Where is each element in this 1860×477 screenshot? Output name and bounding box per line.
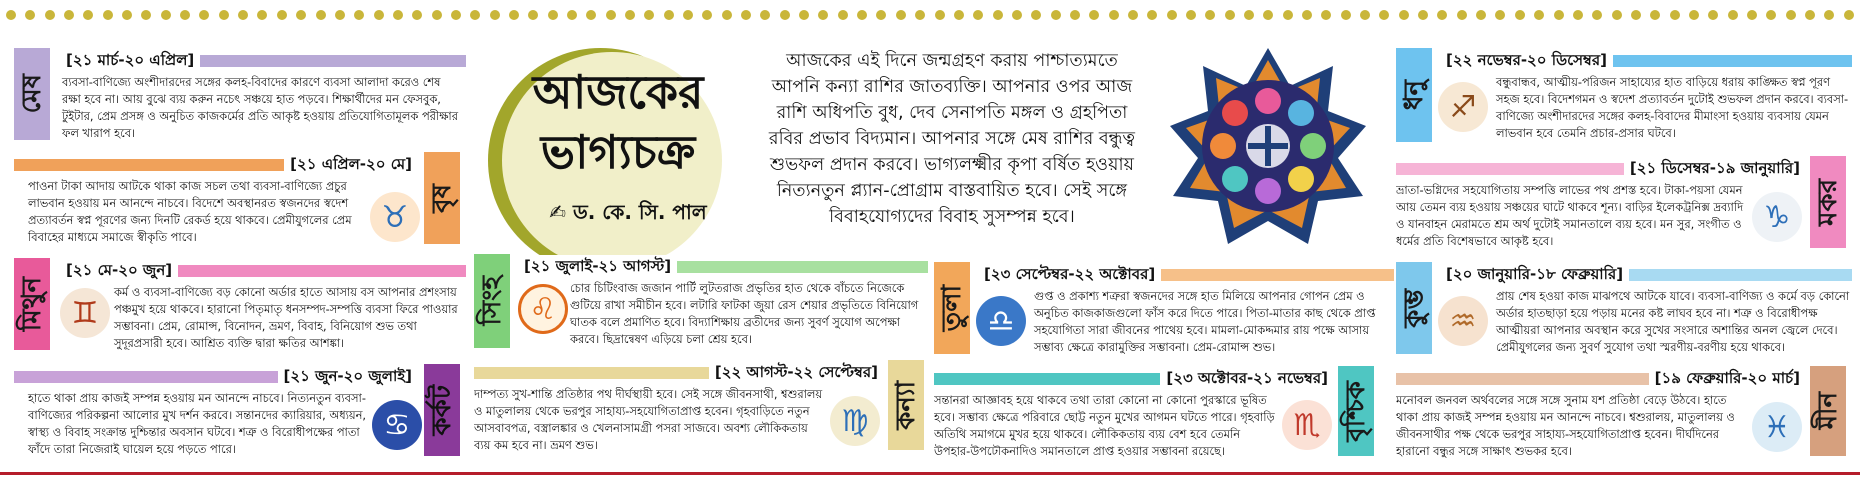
sign-name: ধনু (1399, 79, 1429, 111)
sign-card-kumbha (1396, 262, 1852, 362)
border-dot (1612, 10, 1622, 20)
intro-paragraph: আজকের এই দিনে জন্মগ্রহণ করায় পাশ্চাত্যমতে আপনি কন্যা রাশির জাতব্যক্তি। আপনার ওপর আজ রাশি অধিপতি বুধ, দেব সেনাপতি মঙ্গল ও গ্রহপিতা রবির প্রভাব বিদ্যমান। আপনার সঙ্গে মেষ রাশির বন্ধুত্ব শুভফল প্রদান করবে। ভাগ্যলক্ষ্মীর কৃপা বর্ষিত হওয়ায় নিত্যনতুন প্ল্যান-প্রোগ্রাম বাস্তবায়িত হবে। সেই সঙ্গে বিবাহযোগ্যদের বিবাহ সুসম্পন্ন হবে। (768, 51, 1136, 227)
border-dot (760, 10, 770, 20)
sign-card-mithun (14, 258, 466, 358)
header-bar (1396, 163, 1624, 175)
border-dot (1360, 10, 1370, 20)
sign-date: [২১ জুন-২০ জুলাই] (278, 365, 419, 390)
border-dot (180, 10, 190, 20)
sign-name: মকর (1813, 178, 1843, 226)
border-dot (973, 10, 983, 20)
sign-header (1396, 370, 1806, 388)
bottom-rule (0, 472, 1860, 475)
gemini-icon: ♊ (60, 288, 110, 338)
author-byline: ✍ ড. কে. সি. পাল (549, 200, 707, 224)
sign-header (474, 364, 884, 382)
border-dot (1670, 10, 1680, 20)
border-dot (393, 10, 403, 20)
sign-date: [২৩ অক্টোবর-২১ নভেম্বর] (1160, 367, 1334, 392)
sign-name: কন্যা (891, 380, 921, 430)
sign-date: [২২ আগস্ট-২২ সেপ্টেম্বর] (709, 361, 884, 386)
border-dot (780, 10, 790, 20)
header-bar (934, 373, 1160, 385)
sign-header (1396, 160, 1806, 178)
sign-text: চোর চিটিংবাজ জজান পার্টি লুটতরাজ প্রভৃতির হাত থেকে বাঁচতে নিজেকে গুটিয়ে রাখা সমীচীন হবে। লটারি ফাটকা জুয়া রেস শেয়ার প্রভৃতিতে বিনিয়োগ ঘাতক বলে প্রমাণিত হবে। বিদ্যাশিক্ষায় ব্রতীদের জন্য সুবর্ণ সুযোগ অপেক্ষা করবে। ছিদ্রান্বেষণ এড়িয়ে চলা শ্রেয় হবে। (570, 281, 919, 346)
sign-header (60, 262, 466, 280)
border-dot (625, 10, 635, 20)
sign-header (1440, 266, 1852, 284)
sign-tab-mithun (14, 258, 50, 350)
border-dot (83, 10, 93, 20)
border-dot (1766, 10, 1776, 20)
dotted-border (6, 10, 1854, 24)
sign-date: [২১ জুলাই-২১ আগস্ট] (518, 255, 677, 280)
zodiac-wheel-icon (1168, 46, 1368, 246)
sign-card-brishchik (934, 366, 1394, 466)
sign-name: বৃষ (427, 183, 457, 213)
border-dot (1805, 10, 1815, 20)
header-bar (677, 261, 928, 273)
sign-header (14, 156, 418, 174)
border-dot (857, 10, 867, 20)
taurus-icon: ♉ (370, 192, 420, 242)
border-dot (1379, 10, 1389, 20)
sign-tab-kumbha (1396, 262, 1432, 354)
sign-date: [২১ এপ্রিল-২০ মে] (284, 153, 418, 178)
border-dot (1399, 10, 1409, 20)
border-dot (954, 10, 964, 20)
border-dot (1476, 10, 1486, 20)
sign-text: মনোবল জনবল অর্থবলের সঙ্গে সঙ্গে সুনাম যশ প্রতিষ্ঠা বেড়ে উঠবে। হাতে থাকা প্রায় কাজই সম্পন্ন হওয়ায় মন আনন্দে নাচবে। শ্বশুরালয়, মাতুলালয় ও জীবনসাথীর পক্ষ থেকে ভরপুর সাহায্য-সহযোগিতাপ্রাপ্ত হবেন। দীর্ঘদিনের হারানো বন্ধুর সঙ্গে সাক্ষাৎ শুভকর হবে। (1396, 393, 1735, 458)
sign-text: পাওনা টাকা আদায় আটকে থাকা কাজ সচল তথা ব্যবসা-বাণিজ্যে প্রচুর লাভবান হওয়ায় মন আনন্দে নাচবে। বিদেশে অবস্থানরত স্বজনদের স্বদেশ প্রত্যাবর্তন স্বপ্ন পূরণের জন্য দিনটি রেকর্ড হয়ে থাকবে। প্রেমীযুগলের প্রেম বিবাহের মাধ্যমে সমাজে স্বীকৃতি পাবে। (28, 179, 352, 244)
sign-card-meen (1396, 366, 1852, 466)
border-dot (470, 10, 480, 20)
sign-header (60, 52, 466, 70)
border-dot (1708, 10, 1718, 20)
border-dot (1051, 10, 1061, 20)
sign-tab-mesh (14, 48, 50, 140)
border-dot (606, 10, 616, 20)
sign-date: [২২ নভেম্বর-২০ ডিসেম্বর] (1440, 49, 1613, 74)
sagittarius-icon: ♐ (1438, 82, 1488, 132)
sign-tab-dhanu (1396, 48, 1432, 142)
sign-card-brish (14, 152, 466, 252)
border-dot (354, 10, 364, 20)
border-dot (257, 10, 267, 20)
border-dot (567, 10, 577, 20)
sign-name: মিথুন (17, 276, 47, 332)
cancer-icon: ♋ (372, 400, 422, 450)
sign-name: সিংহ (477, 276, 507, 326)
border-dot (1689, 10, 1699, 20)
border-dot (296, 10, 306, 20)
sign-date: [১৯ ফেব্রুয়ারি-২০ মার্চ] (1649, 367, 1806, 392)
scorpio-icon: ♏ (1282, 400, 1332, 450)
border-dot (1186, 10, 1196, 20)
border-dot (432, 10, 442, 20)
border-dot (1592, 10, 1602, 20)
header-bar (1629, 269, 1852, 281)
border-dot (548, 10, 558, 20)
border-dot (219, 10, 229, 20)
border-dot (1128, 10, 1138, 20)
virgo-icon: ♍ (830, 396, 880, 446)
libra-icon: ♎ (976, 296, 1026, 346)
border-dot (1728, 10, 1738, 20)
sign-tab-kanya (888, 360, 924, 450)
sign-name: কুম্ভ (1399, 288, 1429, 328)
border-dot (490, 10, 500, 20)
border-dot (451, 10, 461, 20)
sign-text: প্রায় শেষ হওয়া কাজ মাঝপথে আটকে যাবে। ব্যবসা-বাণিজ্য ও কর্মে বড় কোনো অর্ডার হাতছাড়া হয়ে পড়ায় মনের কষ্ট লাঘব হবে না। শত্রু ও বিরোধীপক্ষ আত্মীয়রা আপনার অবস্থান করে সুখের সংসারে অশান্তির অনল জ্বেলে দেবে। প্রেমীযুগলের জন্য সুবর্ণ সুযোগ তথা স্মরণীয়-বরণীয় হয়ে থাকবে। (1496, 289, 1850, 354)
border-dot (1089, 10, 1099, 20)
sign-card-makar (1396, 156, 1852, 256)
border-dot (199, 10, 209, 20)
border-dot (586, 10, 596, 20)
border-dot (683, 10, 693, 20)
header-bar (14, 159, 284, 171)
sign-card-karkat (14, 364, 466, 464)
sign-name: বৃশ্চিক (1341, 380, 1371, 442)
border-dot (799, 10, 809, 20)
border-dot (238, 10, 248, 20)
sign-card-mesh (14, 48, 466, 144)
sign-date: [২১ মার্চ-২০ এপ্রিল] (60, 49, 200, 74)
border-dot (1650, 10, 1660, 20)
aquarius-icon: ♒ (1438, 296, 1488, 346)
border-dot (64, 10, 74, 20)
sign-header (1440, 52, 1852, 70)
border-dot (722, 10, 732, 20)
border-dot (993, 10, 1003, 20)
border-dot (1573, 10, 1583, 20)
sign-tab-singha (474, 254, 510, 348)
border-dot (374, 10, 384, 20)
title-line-1: আজকের (532, 65, 704, 119)
sign-header (934, 370, 1334, 388)
sign-text: হাতে থাকা প্রায় কাজই সম্পন্ন হওয়ায় মন আনন্দে নাচবে। নিত্যনতুন ব্যবসা-বাণিজ্যের পরিকল্পনা আলোর মুখ দর্শন করবে। সন্তানদের ক্যারিয়ার, অধ্যয়ন, স্বাস্থ্য ও বিবাহ সংক্রান্ত দুশ্চিন্তার অবসান ঘটবে। শত্রু ও বিরোধীপক্ষের পাতা ফাঁদে তারা নিজেরাই ঘায়েল হয়ে পড়তে পারে। (28, 391, 367, 456)
sign-text: গুপ্ত ও প্রকাশ্য শত্রুরা স্বজনদের সঙ্গে হাত মিলিয়ে আপনার গোপন প্রেম ও অনুচিত কাজকাজগুলো ফাঁস করে দিতে পারে। পিতা-মাতার কাছ থেকে প্রাপ্ত সহযোগিতা সারা জীবনের পাথেয় হবে। মামলা-মোকদ্দমার রায় পক্ষে আসায় সম্ভাব্য ক্ষেত্রে কারামুক্তির সম্ভাবনা। প্রেম-রোমান্স শুভ। (1034, 289, 1376, 354)
sign-date: [২০ জানুয়ারি-১৮ ফেব্রুয়ারি] (1440, 263, 1629, 288)
sign-text: ভ্রাতা-ভগ্নিদের সহযোগিতায় সম্পত্তি লাভের পথ প্রশস্ত হবে। টাকা-পয়সা যেমন আয় তেমন ব্যয় হওয়ায় সঞ্চয়ের ঘাটে থাকবে শূন্য। বাড়ির ইলেকট্রনিক্স দ্রব্যাদি ও যানবাহন মেরামতে শ্রম অর্থ দুটোই সমানতালে ব্যয় হবে। মন সুর, সংগীত ও ধর্মের প্রতি বিশেষভাবে আকৃষ্ট হবে। (1396, 183, 1744, 248)
border-dot (915, 10, 925, 20)
sign-header (978, 266, 1394, 284)
header-bar (178, 265, 466, 277)
sign-card-tula (934, 262, 1394, 358)
header-bar (1613, 55, 1852, 67)
border-dot (25, 10, 35, 20)
border-dot (1341, 10, 1351, 20)
border-dot (509, 10, 519, 20)
pisces-icon: ♓ (1752, 402, 1802, 452)
border-dot (1263, 10, 1273, 20)
sign-text: সন্তানরা আজ্ঞাবহ হয়ে থাকবে তথা তারা কোনো না কোনো পুরস্কারে ভূষিত হবে। সম্ভাব্য ক্ষেত্রে পরিবারে ছোট্ট নতুন মুখের আগমন ঘটতে পারে। গৃহবাড়ি অতিথি সমাগমে মুখর হয়ে থাকবে। লৌকিকতায় ব্যয় বেশ হবে তেমনি উপহার-উপঢৌকনাদিও সমানতালে প্রাপ্ত হওয়ার সম্ভাবনা রয়েছে। (934, 393, 1275, 458)
sign-name: মেষ (17, 74, 47, 114)
sign-card-singha (474, 254, 928, 354)
header-bar (474, 367, 709, 379)
sign-header (14, 368, 418, 386)
border-dot (1824, 10, 1834, 20)
border-dot (1283, 10, 1293, 20)
border-dot (1147, 10, 1157, 20)
border-dot (1225, 10, 1235, 20)
border-dot (838, 10, 848, 20)
border-dot (1786, 10, 1796, 20)
border-dot (1031, 10, 1041, 20)
capricorn-icon: ♑ (1752, 192, 1802, 242)
border-dot (876, 10, 886, 20)
sign-tab-makar (1810, 156, 1846, 248)
border-dot (1244, 10, 1254, 20)
border-dot (896, 10, 906, 20)
border-dot (1321, 10, 1331, 20)
title-line-2: ভাগ্যচক্র (540, 125, 696, 179)
sign-tab-brish (424, 152, 460, 244)
sign-card-dhanu (1396, 48, 1852, 150)
border-dot (1109, 10, 1119, 20)
border-dot (1554, 10, 1564, 20)
border-dot (644, 10, 654, 20)
border-dot (664, 10, 674, 20)
sign-name: তুলা (937, 284, 967, 332)
sign-date: [২১ ডিসেম্বর-১৯ জানুয়ারি] (1624, 157, 1806, 182)
border-dot (1437, 10, 1447, 20)
leo-icon: ♌ (518, 284, 568, 334)
border-dot (1534, 10, 1544, 20)
sign-text: দাম্পত্য সুখ-শান্তি প্রতিষ্ঠার পথ দীর্ঘস্থায়ী হবে। সেই সঙ্গে জীবনসাথী, শ্বশুরালয় ও মাতুলালয় থেকে ভরপুর সাহায্য-সহযোগিতাপ্রাপ্ত হবেন। গৃহবাড়িতে নতুন আসবাবপত্র, বস্ত্রালঙ্কার ও খেলনাসামগ্রী পসরা সাজবে। অবশ্য লৌকিকতায় ব্যয় কম হবে না। ভ্রমণ শুভ। (474, 387, 823, 452)
header-bar (1396, 373, 1649, 385)
header-bar (1161, 269, 1394, 281)
title-badge (488, 48, 746, 273)
border-dot (1747, 10, 1757, 20)
border-dot (1631, 10, 1641, 20)
sign-date: [২১ মে-২০ জুন] (60, 259, 178, 284)
border-dot (1070, 10, 1080, 20)
border-dot (161, 10, 171, 20)
sign-tab-tula (934, 262, 970, 354)
sign-name: কর্কট (427, 384, 457, 436)
sign-header (518, 258, 928, 276)
border-dot (412, 10, 422, 20)
header-bar (200, 55, 466, 67)
border-dot (1515, 10, 1525, 20)
border-dot (1302, 10, 1312, 20)
sign-text: বন্ধুবান্ধব, আত্মীয়-পরিজন সাহায্যের হাত বাড়িয়ে ধরায় কাঙ্ক্ষিত স্বপ্ন পূরণ সহজ হবে। বিদেশগমন ও স্বদেশ প্রত্যাবর্তন দুটোই শুভফল প্রদান করবে। ব্যবসা-বাণিজ্যে অংশীদারদের সঙ্গের কলহ-বিবাদের মীমাংসা হওয়ায় ব্যবসায় যেমন লাভবান হবে তেমনি প্রচার-প্রসার ঘটবে। (1496, 75, 1849, 140)
border-dot (935, 10, 945, 20)
sign-date: [২৩ সেপ্টেম্বর-২২ অক্টোবর] (978, 263, 1161, 288)
border-dot (741, 10, 751, 20)
sign-tab-karkat (424, 364, 460, 456)
sign-tab-brishchik (1338, 366, 1374, 456)
border-dot (818, 10, 828, 20)
border-dot (103, 10, 113, 20)
border-dot (6, 10, 16, 20)
sign-tab-meen (1810, 366, 1846, 456)
header-bar (14, 371, 278, 383)
sign-text: কর্ম ও ব্যবসা-বাণিজ্যে বড় কোনো অর্ডার হাতে আসায় বস আপনার প্রশংসায় পঞ্চমুখ হয়ে থাকবে। হারানো পিতৃমাতৃ ধনসম্পদ-সম্পত্তি ব্যবসা ফিরে পাওয়ার সম্ভাবনা। প্রেম, রোমান্স, বিনোদন, ভ্রমণ, বিবাহ, বিনিয়োগ শুভ তথা সুদূরপ্রসারী হবে। আশ্রিত ব্যক্তি দ্বারা ক্ষতির আশঙ্কা। (114, 285, 458, 350)
border-dot (335, 10, 345, 20)
border-dot (1418, 10, 1428, 20)
border-dot (141, 10, 151, 20)
border-dot (1205, 10, 1215, 20)
border-dot (1844, 10, 1854, 20)
border-dot (122, 10, 132, 20)
sign-name: মীন (1813, 392, 1843, 430)
border-dot (1457, 10, 1467, 20)
border-dot (1495, 10, 1505, 20)
sign-text: ব্যবসা-বাণিজ্যে অংশীদারদের সঙ্গের কলহ-বিবাদের কারণে ব্যবসা আলাদা করেও শেষ রক্ষা হবে না। আয় বুঝে ব্যয় করুন নচেৎ সঞ্চয়ে হাত পড়বে। শিক্ষার্থীদের মন ফেসবুক, টুইটার, প্রেম প্রসঙ্গ ও অনুচিত কাজকর্মের প্রতি আকৃষ্ট হওয়ায় প্রতিযোগিতামূলক পরীক্ষার ফল খারাপ হবে। (62, 75, 459, 140)
border-dot (528, 10, 538, 20)
page-title (518, 62, 718, 182)
border-dot (316, 10, 326, 20)
border-dot (277, 10, 287, 20)
border-dot (1167, 10, 1177, 20)
border-dot (1012, 10, 1022, 20)
border-dot (45, 10, 55, 20)
border-dot (702, 10, 712, 20)
sign-card-kanya (474, 360, 928, 464)
